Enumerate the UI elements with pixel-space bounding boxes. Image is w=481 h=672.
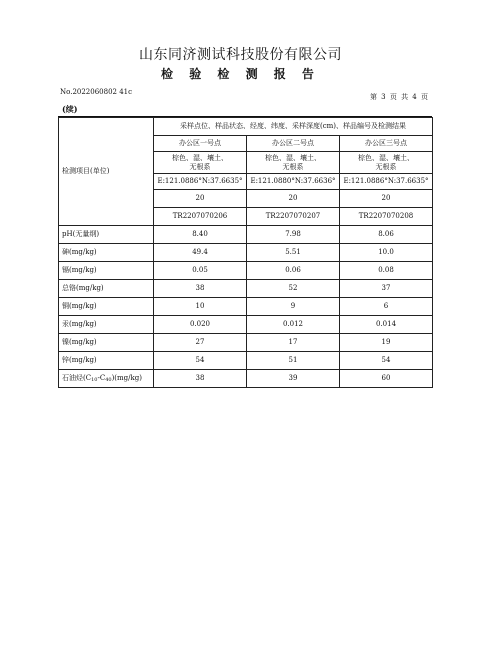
cell-value: 51 bbox=[247, 352, 340, 370]
cell-value: 7.98 bbox=[247, 226, 340, 244]
table-row bbox=[59, 262, 433, 280]
petroleum-suffix: )(mg/kg) bbox=[111, 373, 142, 382]
cell-value: 0.06 bbox=[247, 262, 340, 280]
results-table bbox=[58, 117, 433, 388]
cell-value: 0.020 bbox=[154, 316, 247, 334]
petroleum-mid: -C bbox=[97, 373, 106, 382]
sample-state: 棕色、湿、壤土、 无根系 bbox=[154, 152, 247, 174]
cell-value: 0.014 bbox=[340, 316, 433, 334]
sample-depth: 20 bbox=[154, 190, 247, 208]
cell-value: 8.40 bbox=[154, 226, 247, 244]
cell-value: 49.4 bbox=[154, 244, 247, 262]
site-coords: E:121.0880°N:37.6636° bbox=[247, 174, 340, 190]
cell-value: 52 bbox=[247, 280, 340, 298]
table-row bbox=[59, 334, 433, 352]
cell-value: 8.06 bbox=[340, 226, 433, 244]
site-name: 办公区二号点 bbox=[247, 136, 340, 152]
site-name: 办公区一号点 bbox=[154, 136, 247, 152]
carbon-start-subscript: 10 bbox=[91, 376, 98, 383]
cell-value: 10 bbox=[154, 298, 247, 316]
row-item: 汞(mg/kg) bbox=[59, 316, 154, 334]
row-item: 铜(mg/kg) bbox=[59, 298, 154, 316]
cell-value: 54 bbox=[154, 352, 247, 370]
cell-value: 6 bbox=[340, 298, 433, 316]
sample-depth: 20 bbox=[340, 190, 433, 208]
row-item: 锌(mg/kg) bbox=[59, 352, 154, 370]
site-name: 办公区三号点 bbox=[340, 136, 433, 152]
page-indicator: 第 3 页 共 4 页 bbox=[369, 93, 429, 101]
sample-id: TR2207070207 bbox=[247, 208, 340, 226]
table-row bbox=[59, 298, 433, 316]
table-row bbox=[59, 280, 433, 298]
row-item: pH(无量纲) bbox=[59, 226, 154, 244]
report-number: No.2022060802 41c bbox=[60, 88, 133, 96]
table-row bbox=[59, 316, 433, 334]
sample-state: 棕色、湿、壤土、 无根系 bbox=[340, 152, 433, 174]
section-header: 采样点位、样品状态、经度、纬度、采样深度(cm)、样品编号及检测结果 bbox=[154, 118, 433, 136]
cell-value: 38 bbox=[154, 370, 247, 388]
cell-value: 5.51 bbox=[247, 244, 340, 262]
sample-state: 棕色、湿、壤土、 无根系 bbox=[247, 152, 340, 174]
table-top-rule bbox=[58, 116, 432, 117]
sample-depth: 20 bbox=[247, 190, 340, 208]
cell-value: 9 bbox=[247, 298, 340, 316]
site-coords: E:121.0886°N:37.6635° bbox=[340, 174, 433, 190]
cell-value: 37 bbox=[340, 280, 433, 298]
row-item: 总铬(mg/kg) bbox=[59, 280, 154, 298]
petroleum-prefix: 石油烃(C bbox=[62, 373, 92, 382]
cell-value: 27 bbox=[154, 334, 247, 352]
cell-value: 39 bbox=[247, 370, 340, 388]
cell-value: 17 bbox=[247, 334, 340, 352]
site-coords: E:121.0886°N:37.6635° bbox=[154, 174, 247, 190]
report-title: 检 验 检 测 报 告 bbox=[161, 67, 320, 81]
table-row bbox=[59, 244, 433, 262]
carbon-end-subscript: 40 bbox=[105, 376, 112, 383]
row-item: 镉(mg/kg) bbox=[59, 262, 154, 280]
row-item: 砷(mg/kg) bbox=[59, 244, 154, 262]
table-row bbox=[59, 226, 433, 244]
cell-value: 19 bbox=[340, 334, 433, 352]
continued-label: (续) bbox=[62, 104, 78, 114]
cell-value: 0.08 bbox=[340, 262, 433, 280]
company-name: 山东同济测试科技股份有限公司 bbox=[139, 47, 342, 63]
cell-value: 38 bbox=[154, 280, 247, 298]
cell-value: 0.05 bbox=[154, 262, 247, 280]
sample-id: TR2207070208 bbox=[340, 208, 433, 226]
row-item-petroleum bbox=[59, 370, 154, 388]
row-item: 镍(mg/kg) bbox=[59, 334, 154, 352]
cell-value: 54 bbox=[340, 352, 433, 370]
item-column-header: 检测项目(单位) bbox=[59, 118, 154, 226]
table-row bbox=[59, 370, 433, 388]
cell-value: 10.0 bbox=[340, 244, 433, 262]
sample-id: TR2207070206 bbox=[154, 208, 247, 226]
cell-value: 60 bbox=[340, 370, 433, 388]
cell-value: 0.012 bbox=[247, 316, 340, 334]
table-row bbox=[59, 352, 433, 370]
